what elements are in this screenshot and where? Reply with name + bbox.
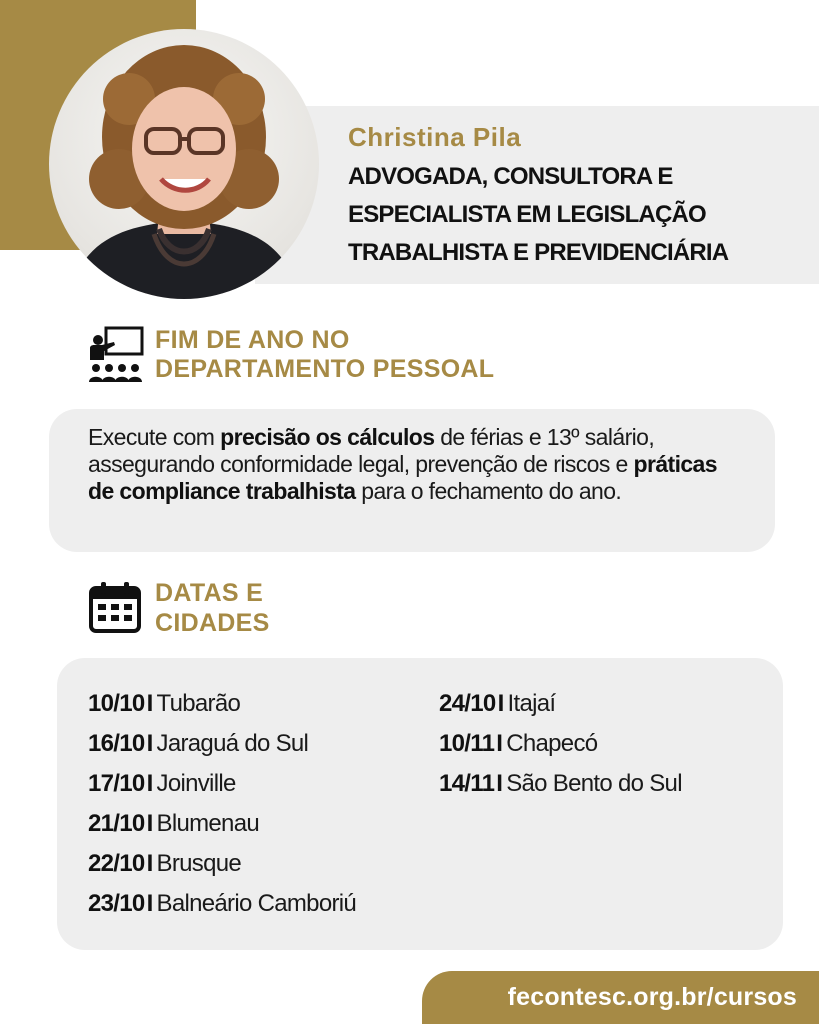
schedule-city: Blumenau [156, 810, 260, 837]
speaker-name: Christina Pila [348, 122, 522, 152]
schedule-row [88, 848, 356, 888]
schedule-row [88, 808, 356, 848]
schedule-separator: I [497, 690, 504, 717]
schedule-separator: I [146, 850, 153, 877]
schedule-title-line: CIDADES [155, 609, 270, 637]
schedule-city: Itajaí [507, 690, 556, 717]
schedule-city: Brusque [156, 850, 242, 877]
schedule-row [439, 688, 682, 728]
description-highlight: práticas de compliance trabalhista [88, 451, 717, 504]
course-title-line: FIM DE ANO NO [155, 326, 350, 354]
schedule-row [88, 688, 356, 728]
schedule-title [155, 578, 270, 638]
schedule-row [439, 728, 682, 768]
schedule-row [88, 888, 356, 928]
footer-url-link[interactable]: fecontesc.org.br/cursos [507, 983, 797, 1011]
teacher-presentation-icon [86, 326, 146, 386]
schedule-date: 22/10 [88, 850, 145, 877]
description-text: para o fechamento do ano. [355, 478, 622, 504]
schedule-date: 14/11 [439, 770, 495, 797]
schedule-city: Balneário Camboriú [156, 890, 357, 917]
schedule-city: Tubarão [156, 690, 241, 717]
schedule-column-left [88, 688, 356, 928]
schedule-city: Chapecó [506, 730, 598, 757]
course-title [155, 326, 494, 384]
schedule-separator: I [146, 690, 153, 717]
schedule-city: São Bento do Sul [506, 770, 682, 797]
schedule-separator: I [146, 890, 153, 917]
schedule-row [439, 768, 682, 808]
schedule-separator: I [146, 730, 153, 757]
schedule-date: 17/10 [88, 770, 145, 797]
description-text: Execute com [88, 424, 221, 450]
footer-url-banner[interactable] [422, 971, 819, 1024]
schedule-separator: I [496, 770, 503, 797]
schedule-date: 10/10 [88, 690, 145, 717]
schedule-date: 24/10 [439, 690, 496, 717]
schedule-date: 10/11 [439, 730, 495, 757]
schedule-date: 21/10 [88, 810, 145, 837]
course-description [88, 424, 738, 505]
speaker-role [348, 158, 788, 272]
speaker-photo [49, 29, 319, 299]
speaker-role-line: ADVOGADA, CONSULTORA E [348, 163, 673, 190]
schedule-city: Joinville [156, 770, 236, 797]
schedule-separator: I [496, 730, 503, 757]
schedule-title-line: DATAS E [155, 579, 264, 607]
speaker-role-line: TRABALHISTA E PREVIDENCIÁRIA [348, 239, 729, 266]
schedule-separator: I [146, 770, 153, 797]
description-text: de férias e 13º salário, assegurando conformidade legal, prevenção de riscos e [88, 424, 655, 477]
calendar-icon [88, 580, 142, 634]
speaker-role-line: ESPECIALISTA EM LEGISLAÇÃO [348, 201, 706, 228]
schedule-date: 23/10 [88, 890, 145, 917]
schedule-row [88, 728, 356, 768]
schedule-row [88, 768, 356, 808]
schedule-city: Jaraguá do Sul [156, 730, 309, 757]
course-title-line: DEPARTAMENTO PESSOAL [155, 355, 495, 383]
schedule-separator: I [146, 810, 153, 837]
schedule-column-right [439, 688, 682, 808]
schedule-date: 16/10 [88, 730, 145, 757]
description-highlight: precisão os cálculos [220, 424, 435, 450]
